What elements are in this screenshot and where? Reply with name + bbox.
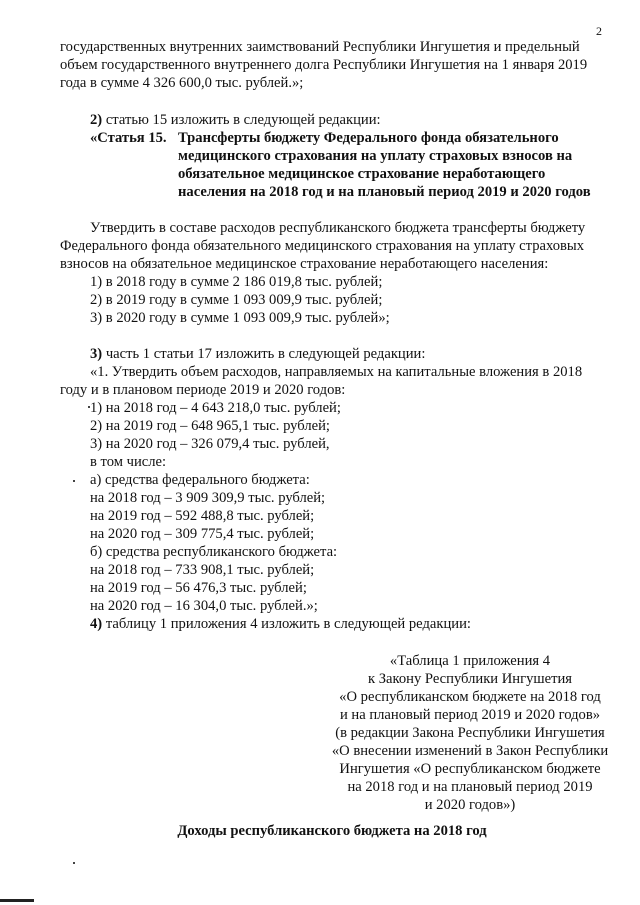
- intro-line: года в сумме 4 326 600,0 тыс. рублей.»;: [60, 75, 304, 91]
- list-item: 2) в 2019 году в сумме 1 093 009,9 тыс. рублей;: [90, 292, 383, 308]
- scan-speck: [88, 406, 90, 408]
- article-body-line: взносов на обязательное медицинское страхование неработающего населения:: [60, 256, 549, 272]
- intro-line: государственных внутренних заимствований Республики Ингушетия и предельный: [60, 39, 580, 55]
- scan-speck: [73, 480, 75, 482]
- item3-heading: [90, 345, 425, 363]
- annex-line: и на плановый период 2019 и 2020 годов»: [339, 707, 601, 723]
- article-title-line: Трансферты бюджету Федерального фонда обязательного: [178, 130, 559, 146]
- list-item: 1) на 2018 год – 4 643 218,0 тыс. рублей;: [90, 400, 341, 416]
- table-title: Доходы республиканского бюджета на 2018 год: [177, 823, 487, 839]
- article-body-line: Утвердить в составе расходов республиканского бюджета трансферты бюджету: [90, 220, 586, 236]
- item2-number: 2): [90, 112, 103, 128]
- list-item: 3) в 2020 году в сумме 1 093 009,9 тыс. рублей»;: [90, 310, 390, 326]
- list-item: на 2020 год – 16 304,0 тыс. рублей.»;: [90, 598, 318, 614]
- annex-line: (в редакции Закона Республики Ингушетия: [335, 725, 605, 741]
- article-title-line: медицинского страхования на уплату страховых взносов на: [178, 148, 573, 164]
- page-number: 2: [596, 24, 602, 38]
- annex-line: и 2020 годов»): [424, 797, 516, 813]
- list-item: на 2018 год – 733 908,1 тыс. рублей;: [90, 562, 315, 578]
- annex-line: на 2018 год и на плановый период 2019: [347, 779, 593, 795]
- list-item: 3) на 2020 год – 326 079,4 тыс. рублей,: [90, 436, 330, 452]
- annex-line: «О республиканском бюджете на 2018 год: [339, 689, 601, 705]
- article-label: «Статья 15.: [90, 130, 167, 146]
- item3-body-line: «1. Утвердить объем расходов, направляемых на капитальные вложения в 2018: [90, 364, 583, 380]
- annex-line: «Таблица 1 приложения 4: [389, 653, 551, 669]
- annex-line: к Закону Республики Ингушетия: [367, 671, 573, 687]
- list-item: на 2019 год – 592 488,8 тыс. рублей;: [90, 508, 315, 524]
- item4-heading: [90, 615, 471, 633]
- article-title-line: населения на 2018 год и на плановый период 2019 и 2020 годов: [178, 184, 591, 200]
- scan-edge-mark: [0, 899, 34, 902]
- list-item: на 2019 год – 56 476,3 тыс. рублей;: [90, 580, 307, 596]
- item3-number: 3): [90, 346, 103, 362]
- item2-heading: [90, 111, 381, 129]
- list-item: 1) в 2018 году в сумме 2 186 019,8 тыс. рублей;: [90, 274, 383, 290]
- intro-line: объем государственного внутреннего долга Республики Ингушетия на 1 января 2019: [60, 57, 588, 73]
- list-item: а) средства федерального бюджета:: [90, 472, 310, 488]
- item3-text: часть 1 статьи 17 изложить в следующей редакции:: [102, 346, 426, 362]
- item4-text: таблицу 1 приложения 4 изложить в следующей редакции:: [102, 616, 471, 632]
- annex-line: «О внесении изменений в Закон Республики: [331, 743, 609, 759]
- annex-line: Ингушетия «О республиканском бюджете: [339, 761, 601, 777]
- list-item: на 2020 год – 309 775,4 тыс. рублей;: [90, 526, 315, 542]
- item2-text: статью 15 изложить в следующей редакции:: [102, 112, 381, 128]
- list-item: в том числе:: [90, 454, 167, 470]
- list-item: 2) на 2019 год – 648 965,1 тыс. рублей;: [90, 418, 330, 434]
- list-item: на 2018 год – 3 909 309,9 тыс. рублей;: [90, 490, 326, 506]
- article-title-line: обязательное медицинское страхование неработающего: [178, 166, 546, 182]
- annex-header: [305, 652, 635, 814]
- item3-body-line: году и в плановом периоде 2019 и 2020 годов:: [60, 382, 346, 398]
- item4-number: 4): [90, 616, 103, 632]
- scan-speck: [73, 862, 75, 864]
- article-body-line: Федерального фонда обязательного медицинского страхования на уплату страховых: [60, 238, 585, 254]
- list-item: б) средства республиканского бюджета:: [90, 544, 338, 560]
